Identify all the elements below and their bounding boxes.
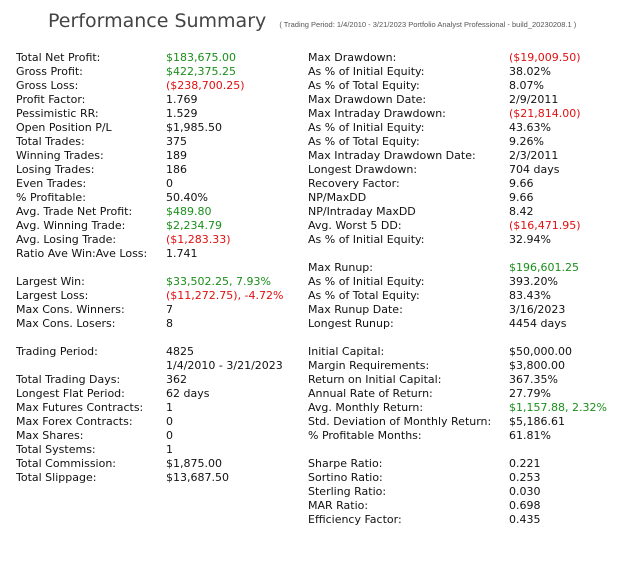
metric-row	[308, 205, 624, 219]
metric-row	[16, 177, 306, 191]
metric-value: 0	[166, 415, 173, 428]
metric-value: 3/16/2023	[509, 303, 566, 316]
metric-value: $1,157.88, 2.32%	[509, 401, 607, 414]
metric-row	[16, 135, 306, 149]
metric-label: Sharpe Ratio:	[308, 457, 383, 470]
metric-value: $3,800.00	[509, 359, 565, 372]
metric-label: Total Trading Days:	[16, 373, 121, 386]
metric-row	[16, 457, 306, 471]
metric-value: ($238,700.25)	[166, 79, 245, 92]
metric-label: Losing Trades:	[16, 163, 95, 176]
metric-value: 8.07%	[509, 79, 544, 92]
metric-label: Max Runup Date:	[308, 303, 403, 316]
metric-value: 362	[166, 373, 187, 386]
metric-label: As % of Total Equity:	[308, 289, 420, 302]
metric-row	[308, 401, 624, 415]
metric-label: Max Drawdown Date:	[308, 93, 427, 106]
metric-value: 1/4/2010 - 3/21/2023	[166, 359, 283, 372]
metric-row	[16, 107, 306, 121]
metric-label: Total Net Profit:	[16, 51, 101, 64]
metric-row	[16, 289, 306, 303]
metric-label: Sortino Ratio:	[308, 471, 383, 484]
metric-label: Avg. Monthly Return:	[308, 401, 424, 414]
metric-value: 62 days	[166, 387, 210, 400]
metric-label: Max Forex Contracts:	[16, 415, 133, 428]
metric-label: As % of Initial Equity:	[308, 233, 425, 246]
metric-row	[308, 345, 624, 359]
metric-label: % Profitable Months:	[308, 429, 422, 442]
metric-value: 0.435	[509, 513, 541, 526]
metric-row	[16, 163, 306, 177]
metric-label: Open Position P/L	[16, 121, 112, 134]
metric-row	[308, 275, 624, 289]
metric-row	[308, 387, 624, 401]
metric-value: 0.253	[509, 471, 541, 484]
metric-label: Avg. Trade Net Profit:	[16, 205, 133, 218]
metric-label: Initial Capital:	[308, 345, 385, 358]
metric-value: 0	[166, 177, 173, 190]
metric-label: As % of Initial Equity:	[308, 65, 425, 78]
metric-row	[308, 163, 624, 177]
metric-row	[16, 345, 306, 359]
metric-label: As % of Initial Equity:	[308, 121, 425, 134]
metric-row	[16, 93, 306, 107]
metric-value: 0.698	[509, 499, 541, 512]
metric-row	[16, 275, 306, 289]
metric-row	[16, 261, 306, 275]
metric-row	[308, 303, 624, 317]
metric-row	[308, 331, 624, 345]
metric-row	[16, 373, 306, 387]
metric-label: As % of Total Equity:	[308, 79, 420, 92]
metric-row	[16, 247, 306, 261]
metric-value: 38.02%	[509, 65, 551, 78]
metric-row	[16, 415, 306, 429]
metric-label: Return on Initial Capital:	[308, 373, 442, 386]
metric-row	[16, 219, 306, 233]
metric-value: 1.769	[166, 93, 198, 106]
metric-row	[308, 121, 624, 135]
metric-label: Avg. Worst 5 DD:	[308, 219, 402, 232]
metric-label: As % of Initial Equity:	[308, 275, 425, 288]
metric-value: 1.529	[166, 107, 198, 120]
metric-value: 50.40%	[166, 191, 208, 204]
metric-label: % Profitable:	[16, 191, 86, 204]
metric-value: ($21,814.00)	[509, 107, 581, 120]
metric-value: ($19,009.50)	[509, 51, 581, 64]
metric-label: Total Slippage:	[16, 471, 97, 484]
metric-label: NP/Intraday MaxDD	[308, 205, 416, 218]
metric-value: 9.66	[509, 177, 534, 190]
metric-value: 2/3/2011	[509, 149, 559, 162]
metric-row	[16, 65, 306, 79]
metric-row	[308, 233, 624, 247]
metric-row	[308, 499, 624, 513]
metric-row	[308, 485, 624, 499]
metric-value: 375	[166, 135, 187, 148]
metric-row	[16, 359, 306, 373]
metric-value: 0.030	[509, 485, 541, 498]
metric-row	[16, 79, 306, 93]
metric-row	[16, 191, 306, 205]
metric-label: Even Trades:	[16, 177, 87, 190]
metric-value: 9.66	[509, 191, 534, 204]
metric-value: 367.35%	[509, 373, 558, 386]
metric-value: 0	[166, 429, 173, 442]
metric-value: 4825	[166, 345, 194, 358]
metric-label: Margin Requirements:	[308, 359, 430, 372]
metric-row	[308, 135, 624, 149]
metric-label: Max Futures Contracts:	[16, 401, 144, 414]
metric-label: Longest Flat Period:	[16, 387, 125, 400]
metric-label: Total Commission:	[16, 457, 117, 470]
metric-row	[16, 233, 306, 247]
metric-value: 393.20%	[509, 275, 558, 288]
metric-value: $1,985.50	[166, 121, 222, 134]
metric-label: Max Intraday Drawdown:	[308, 107, 446, 120]
metric-row	[16, 443, 306, 457]
page-title: Performance Summary	[48, 10, 267, 32]
metric-value: $5,186.61	[509, 415, 565, 428]
metric-label: Gross Profit:	[16, 65, 83, 78]
metric-row	[308, 65, 624, 79]
metric-value: 2/9/2011	[509, 93, 559, 106]
metric-value: 186	[166, 163, 187, 176]
metric-value: $422,375.25	[166, 65, 236, 78]
metric-label: Max Runup:	[308, 261, 373, 274]
metric-row	[16, 121, 306, 135]
report-header	[48, 10, 576, 40]
metric-value: $196,601.25	[509, 261, 579, 274]
metric-label: NP/MaxDD	[308, 191, 367, 204]
metric-row	[308, 373, 624, 387]
metric-label: As % of Total Equity:	[308, 135, 420, 148]
metric-label: Longest Drawdown:	[308, 163, 418, 176]
metric-value: $50,000.00	[509, 345, 572, 358]
metric-value: 83.43%	[509, 289, 551, 302]
metric-value: $13,687.50	[166, 471, 229, 484]
metric-label: Max Cons. Losers:	[16, 317, 116, 330]
metric-row	[308, 289, 624, 303]
metric-row	[308, 247, 624, 261]
metric-row	[16, 149, 306, 163]
metric-row	[308, 51, 624, 65]
metric-value: 1	[166, 443, 173, 456]
metric-value: 8	[166, 317, 173, 330]
metric-value: ($1,283.33)	[166, 233, 231, 246]
metric-row	[308, 107, 624, 121]
metric-label: Avg. Losing Trade:	[16, 233, 117, 246]
metric-label: Total Systems:	[16, 443, 96, 456]
metric-value: 189	[166, 149, 187, 162]
metric-value: $2,234.79	[166, 219, 222, 232]
metric-value: 43.63%	[509, 121, 551, 134]
metric-label: Total Trades:	[16, 135, 85, 148]
metric-value: $33,502.25, 7.93%	[166, 275, 271, 288]
metric-label: Largest Loss:	[16, 289, 89, 302]
metric-row	[308, 471, 624, 485]
metric-row	[308, 317, 624, 331]
metric-row	[308, 443, 624, 457]
metric-row	[308, 191, 624, 205]
metric-label: Annual Rate of Return:	[308, 387, 433, 400]
metric-row	[308, 177, 624, 191]
metric-value: $489.80	[166, 205, 212, 218]
metric-label: Recovery Factor:	[308, 177, 400, 190]
metric-label: Largest Win:	[16, 275, 85, 288]
metric-label: Max Intraday Drawdown Date:	[308, 149, 476, 162]
metric-value: $1,875.00	[166, 457, 222, 470]
metric-row	[16, 401, 306, 415]
metric-row	[16, 317, 306, 331]
metric-value: 0.221	[509, 457, 541, 470]
metric-label: Profit Factor:	[16, 93, 86, 106]
metric-label: Std. Deviation of Monthly Return:	[308, 415, 492, 428]
metric-row	[16, 471, 306, 485]
metric-value: ($11,272.75), -4.72%	[166, 289, 284, 302]
metric-label: Trading Period:	[16, 345, 98, 358]
metric-label: Avg. Winning Trade:	[16, 219, 126, 232]
metric-value: 1.741	[166, 247, 198, 260]
metric-row	[308, 219, 624, 233]
metric-label: Efficiency Factor:	[308, 513, 402, 526]
metric-row	[308, 79, 624, 93]
metric-row	[308, 359, 624, 373]
metric-label: Winning Trades:	[16, 149, 104, 162]
metric-value: ($16,471.95)	[509, 219, 581, 232]
metric-row	[16, 205, 306, 219]
metric-row	[308, 149, 624, 163]
metric-label: Max Cons. Winners:	[16, 303, 125, 316]
metric-value: 8.42	[509, 205, 534, 218]
left-metrics-column	[16, 51, 306, 485]
metric-value: 4454 days	[509, 317, 567, 330]
metric-row	[308, 261, 624, 275]
metric-label: MAR Ratio:	[308, 499, 369, 512]
metric-row	[16, 331, 306, 345]
metric-label: Sterling Ratio:	[308, 485, 387, 498]
metric-row	[308, 93, 624, 107]
metric-row	[16, 387, 306, 401]
metric-value: 9.26%	[509, 135, 544, 148]
metric-label: Longest Runup:	[308, 317, 394, 330]
metric-row	[308, 415, 624, 429]
metric-row	[16, 51, 306, 65]
metric-row	[308, 457, 624, 471]
metric-row	[16, 303, 306, 317]
page-subtitle: ( Trading Period: 1/4/2010 - 3/21/2023 Portfolio Analyst Professional - build_20230208.1 )	[279, 20, 577, 29]
metric-label: Max Drawdown:	[308, 51, 397, 64]
metric-row	[308, 429, 624, 443]
metric-row	[16, 429, 306, 443]
metric-value: 1	[166, 401, 173, 414]
metric-value: 61.81%	[509, 429, 551, 442]
metric-value: 704 days	[509, 163, 560, 176]
metric-value: $183,675.00	[166, 51, 236, 64]
metric-value: 32.94%	[509, 233, 551, 246]
metric-label: Max Shares:	[16, 429, 84, 442]
metric-label: Ratio Ave Win:Ave Loss:	[16, 247, 148, 260]
metric-value: 27.79%	[509, 387, 551, 400]
metric-label: Gross Loss:	[16, 79, 79, 92]
metric-label: Pessimistic RR:	[16, 107, 99, 120]
metric-row	[308, 513, 624, 527]
metric-value: 7	[166, 303, 173, 316]
right-metrics-column	[308, 51, 624, 527]
